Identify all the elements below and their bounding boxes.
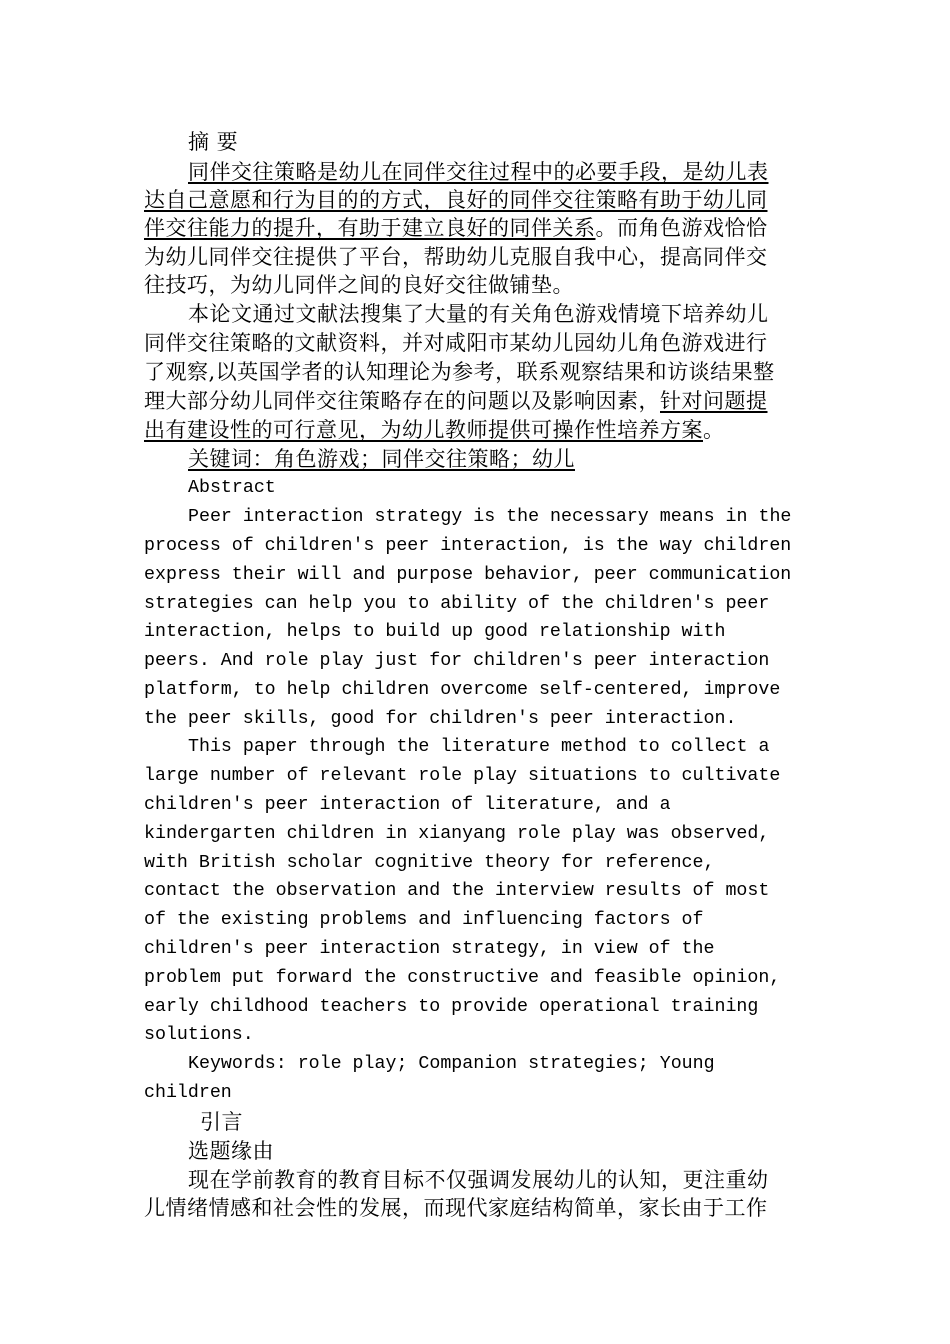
abstract-en-p2-line: with British scholar cognitive theory for reference,: [144, 853, 715, 873]
abstract-en-p2-line: large number of relevant role play situations to cultivate: [144, 766, 781, 786]
keywords-en-continued: children: [144, 1083, 232, 1103]
abstract-zh-p2-line: 本论文通过文献法搜集了大量的有关角色游戏情境下培养幼儿: [188, 302, 769, 326]
abstract-en-p1-line: express their will and purpose behavior, peer communication: [144, 565, 792, 585]
abstract-en-p2-line: children's peer interaction strategy, in view of the: [144, 939, 715, 959]
abstract-en-p2-line: solutions.: [144, 1025, 254, 1045]
intro-subheading: 选题缘由: [188, 1139, 274, 1163]
abstract-en-p1-line: Peer interaction strategy is the necessary means in the: [188, 507, 792, 527]
abstract-en-p1-line: interaction, helps to build up good relationship with: [144, 622, 726, 642]
abstract-en-p2-line: early childhood teachers to provide operational training: [144, 997, 759, 1017]
keywords-zh: 关键词：角色游戏；同伴交往策略；幼儿: [188, 447, 575, 471]
abstract-en-p2-line: of the existing problems and influencing factors of: [144, 910, 704, 930]
abstract-en-p2-line: This paper through the literature method to collect a: [188, 737, 770, 757]
abstract-zh-p1-line: 伴交往能力的提升，有助于建立良好的同伴关系。而角色游戏恰恰: [144, 216, 768, 240]
intro-p1-line: 儿情绪情感和社会性的发展，而现代家庭结构简单，家长由于工作: [144, 1196, 768, 1220]
abstract-en-p1-line: process of children's peer interaction, is the way children: [144, 536, 792, 556]
intro-p1-line: 现在学前教育的教育目标不仅强调发展幼儿的认知，更注重幼: [188, 1168, 769, 1192]
abstract-zh-p2-line: 同伴交往策略的文献资料，并对咸阳市某幼儿园幼儿角色游戏进行: [144, 331, 768, 355]
abstract-heading-en: Abstract: [188, 478, 276, 498]
abstract-en-p2-line: children's peer interaction of literature, and a: [144, 795, 671, 815]
abstract-en-p1-line: the peer skills, good for children's peer interaction.: [144, 709, 737, 729]
abstract-en-p2-line: contact the observation and the interview results of most: [144, 881, 770, 901]
intro-heading: 引言: [200, 1110, 243, 1134]
abstract-zh-p1-line: 达自己意愿和行为目的的方式，良好的同伴交往策略有助于幼儿同: [144, 188, 768, 212]
abstract-zh-p1-line: 往技巧，为幼儿同伴之间的良好交往做铺垫。: [144, 273, 574, 297]
abstract-en-p1-line: peers. And role play just for children's peer interaction: [144, 651, 770, 671]
abstract-en-p1-line: platform, to help children overcome self-centered, improve: [144, 680, 781, 700]
keywords-en: Keywords: role play; Companion strategies; Young: [188, 1054, 715, 1074]
abstract-zh-p1-line: 为幼儿同伴交往提供了平台，帮助幼儿克服自我中心，提高同伴交: [144, 245, 768, 269]
abstract-heading-zh: 摘 要: [188, 130, 239, 154]
abstract-zh-p1-line: 同伴交往策略是幼儿在同伴交往过程中的必要手段，是幼儿表: [188, 160, 769, 184]
abstract-zh-p2-line: 了观察,以英国学者的认知理论为参考，联系观察结果和访谈结果整: [144, 360, 775, 384]
abstract-en-p2-line: problem put forward the constructive and feasible opinion,: [144, 968, 781, 988]
abstract-zh-p2-line: 理大部分幼儿同伴交往策略存在的问题以及影响因素，针对问题提: [144, 389, 768, 413]
abstract-en-p1-line: strategies can help you to ability of the children's peer: [144, 594, 770, 614]
abstract-zh-p2-line: 出有建设性的可行意见，为幼儿教师提供可操作性培养方案。: [144, 418, 725, 442]
abstract-en-p2-line: kindergarten children in xianyang role play was observed,: [144, 824, 770, 844]
